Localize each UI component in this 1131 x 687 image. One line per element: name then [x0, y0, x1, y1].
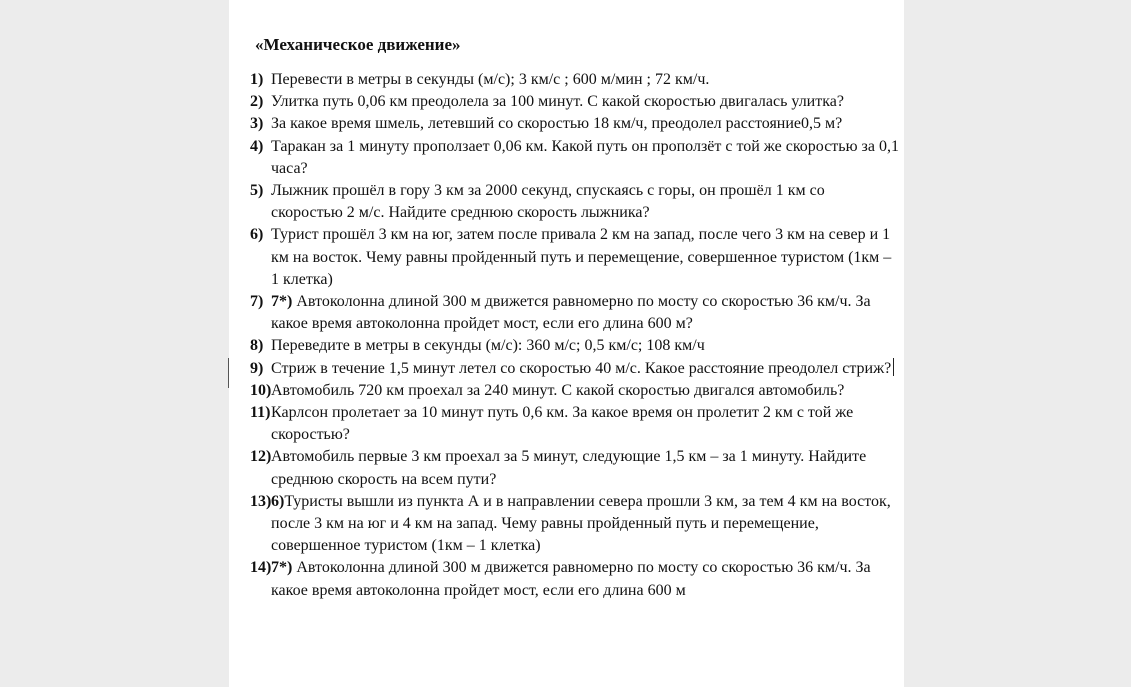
- item-text: Лыжник прошёл в гору 3 км за 2000 секунд, спускаясь с горы, он прошёл 1 км со скоростью 2 м/с. Найдите среднюю скорость лыжника?: [271, 182, 825, 222]
- item-text: Улитка путь 0,06 км преодолела за 100 минут. С какой скоростью двигалась улитка?: [271, 93, 844, 111]
- item-text: Автомобиль 720 км проехал за 240 минут. С какой скоростью двигался автомобиль?: [271, 381, 845, 399]
- item-number: 10): [250, 381, 272, 399]
- item-number: 13): [250, 492, 272, 510]
- item-number: 12): [250, 448, 272, 466]
- item-prefix: 7*): [271, 559, 293, 577]
- item-text: Автоколонна длиной 300 м движется равномерно по мосту со скоростью 36 км/ч. За какое время автоколонна пройдет мост, если его длина 600 м: [271, 559, 871, 599]
- list-item: [250, 91, 900, 113]
- list-item: [250, 291, 900, 335]
- text-cursor: [893, 358, 894, 376]
- item-number: 7): [250, 293, 264, 311]
- list-item: [250, 113, 900, 135]
- list-item: [250, 557, 900, 601]
- item-number: 1): [250, 71, 264, 88]
- item-prefix: 6): [271, 492, 285, 510]
- item-text: За какое время шмель, летевший со скоростью 18 км/ч, преодолел расстояние0,5 м?: [271, 115, 843, 133]
- item-text: Таракан за 1 минуту проползает 0,06 км. Какой путь он проползёт с той же скоростью за 0,1 часа?: [271, 137, 899, 177]
- item-number: 9): [250, 359, 264, 377]
- item-number: 14): [250, 559, 272, 577]
- item-number: 5): [250, 182, 264, 200]
- item-text: Карлсон пролетает за 10 минут путь 0,6 км. За какое время он пролетит 2 км с той же скоростью?: [271, 404, 854, 444]
- document-title: «Механическое движение»: [255, 35, 461, 54]
- item-number: 6): [250, 226, 264, 244]
- item-text: Автоколонна длиной 300 м движется равномерно по мосту со скоростью 36 км/ч. За какое время автоколонна пройдет мост, если его длина 600 м?: [271, 293, 871, 333]
- item-number: 8): [250, 337, 264, 355]
- list-item: [250, 136, 900, 180]
- item-text: Туристы вышли из пункта А и в направлении севера прошли 3 км, за тем 4 км на восток, после 3 км на юг и 4 км на запад. Чему равны пройденный путь и перемещение, совершенное туристом (1км – 1 клетка): [271, 492, 891, 555]
- list-item: [250, 380, 900, 402]
- item-text: Стриж в течение 1,5 минут летел со скоростью 40 м/с. Какое расстояние преодолел стриж?: [271, 359, 892, 377]
- task-list: [250, 69, 900, 602]
- item-text: Перевести в метры в секунды (м/с); 3 км/с ; 600 м/мин ; 72 км/ч.: [271, 71, 710, 88]
- list-item: [250, 402, 900, 446]
- document-page: [229, 0, 904, 687]
- item-number: 2): [250, 93, 264, 111]
- item-text: Турист прошёл 3 км на юг, затем после привала 2 км на запад, после чего 3 км на север и 1 км на восток. Чему равны пройденный путь и перемещение, совершенное туристом (1км – 1 клетка): [271, 226, 892, 288]
- item-text: Переведите в метры в секунды (м/с): 360 м/с; 0,5 км/с; 108 км/ч: [271, 337, 705, 355]
- item-number: 3): [250, 115, 264, 133]
- item-number: 4): [250, 137, 264, 155]
- list-item: [250, 335, 900, 357]
- list-item: [250, 180, 900, 224]
- margin-marker: [228, 358, 229, 388]
- item-prefix: 7*): [271, 293, 293, 311]
- list-item: [250, 491, 900, 558]
- list-item: [250, 446, 900, 490]
- item-text: Автомобиль первые 3 км проехал за 5 минут, следующие 1,5 км – за 1 минуту. Найдите среднюю скорость на всем пути?: [271, 448, 867, 488]
- list-item: [250, 358, 900, 380]
- item-number: 11): [250, 404, 271, 422]
- list-item: [250, 224, 900, 291]
- list-item: [250, 69, 900, 91]
